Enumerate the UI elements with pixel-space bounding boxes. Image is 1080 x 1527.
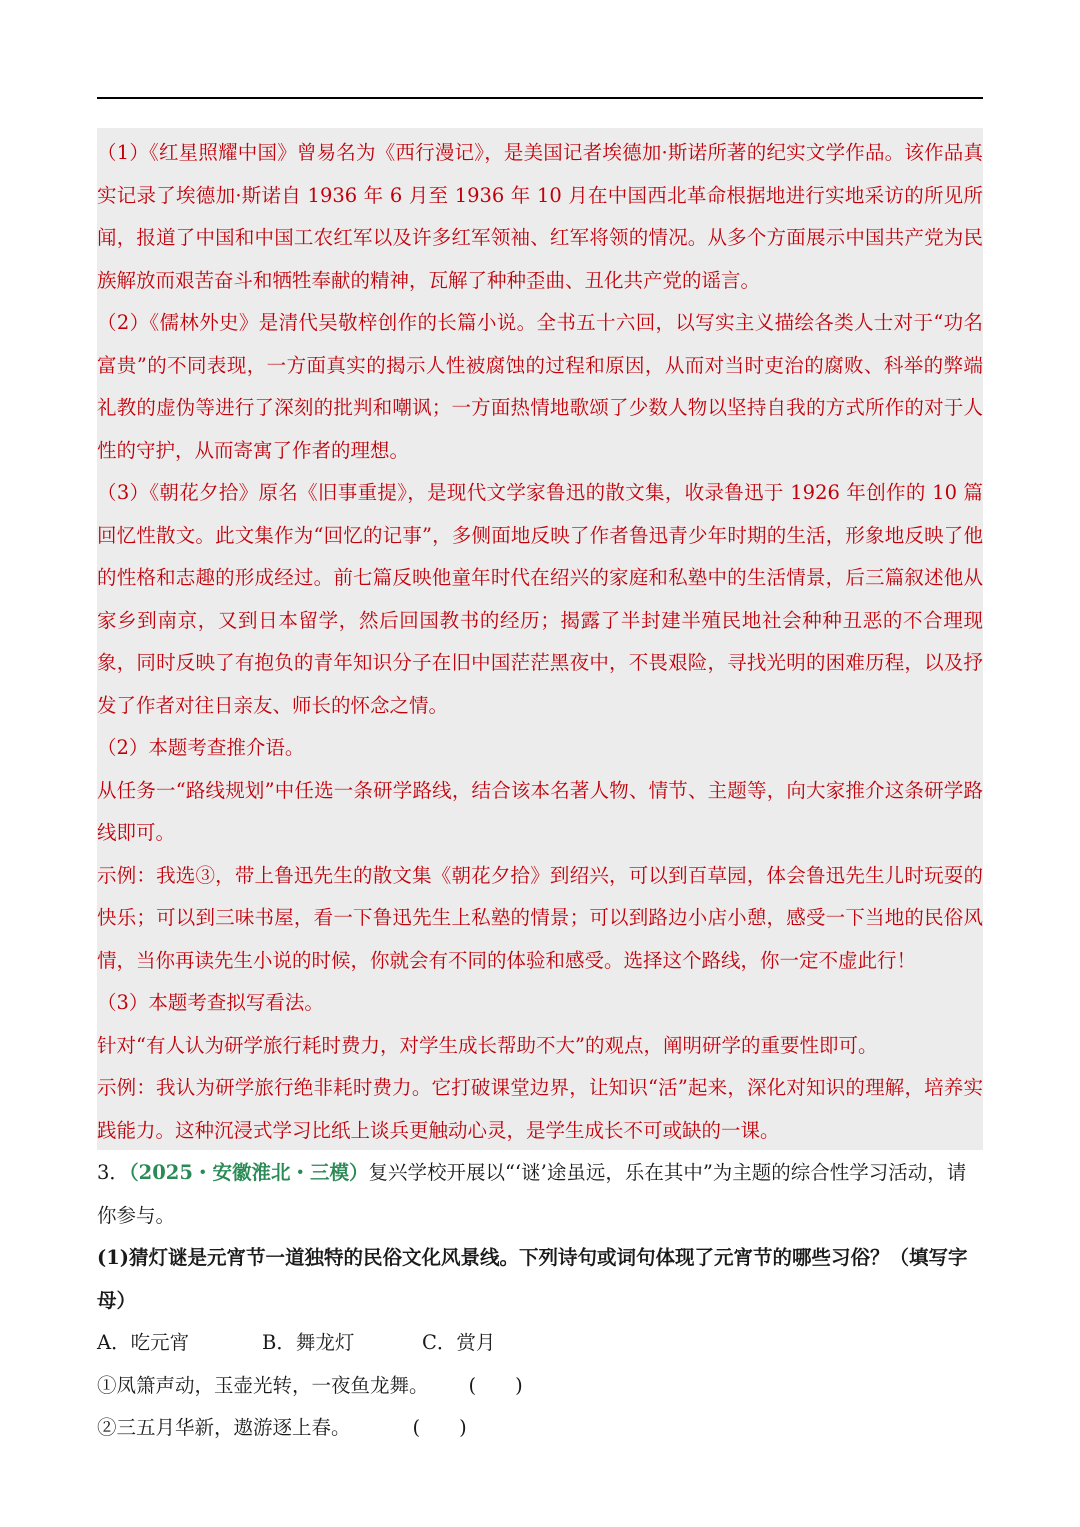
sub-question-1: (1)猜灯谜是元宵节一道独特的民俗文化风景线。下列诗句或词句体现了元宵节的哪些习俗？（填写字母） [97, 1246, 968, 1312]
option-a: A．吃元宵 [97, 1331, 190, 1354]
answer-part2-method: 从任务一“路线规划”中任选一条研学路线，结合该本名著人物、情节、主题等，向大家推介这条研学路线即可。 [97, 778, 983, 844]
option-b: B．舞龙灯 [262, 1331, 355, 1354]
answer-blank-2[interactable]: ( ) [412, 1416, 467, 1439]
question-stem: 复兴学校开展以“‘谜’途虽远，乐在其中”为主题的综合性学习活动，请你参与。 [97, 1161, 967, 1227]
question-number: 3． [97, 1161, 129, 1184]
answer-part2-heading: （2）本题考查推介语。 [97, 736, 305, 759]
poem-item-2-text: ②三五月华新，遨游逐上春。 [97, 1416, 351, 1439]
option-c: C．赏月 [422, 1331, 496, 1354]
answer-paragraph-zhaohua: （3）《朝花夕拾》原名《旧事重提》，是现代文学家鲁迅的散文集，收录鲁迅于 1926 年创作的 10 篇回忆性散文。此文集作为“回忆的记事”，多侧面地反映了作者鲁迅青少年时期的生活，形象地反映了他的性格和志趣的形成经过。前七篇反映他童年时代在绍兴的家庭和私塾中的生活情景，后三篇叙述他从家乡到南京，又到日本留学，然后回国教书的经历；揭露了半封建半殖民地社会种种丑恶的不合理现象，同时反映了有抱负的青年知识分子在旧中国茫茫黑夜中，不畏艰险，寻找光明的困难历程，以及抒发了作者对往日亲友、师长的怀念之情。 [97, 481, 983, 717]
question-3-block [97, 1152, 983, 1450]
answer-blank-1[interactable]: ( ) [468, 1373, 523, 1397]
answer-part3-method: 针对“有人认为研学旅行耗时费力，对学生成长帮助不大”的观点，阐明研学的重要性即可。 [97, 1033, 878, 1057]
poem-item-2 [97, 1407, 983, 1450]
poem-item-1 [97, 1365, 983, 1408]
answer-paragraph-hongxing: （1）《红星照耀中国》曾易名为《西行漫记》，是美国记者埃德加·斯诺所著的纪实文学作品。该作品真实记录了埃德加·斯诺自 1936 年 6 月至 1936 年 10 月在中国西北革命根据地进行实地采访的所见所闻，报道了中国和中国工农红军以及许多红军领袖、红军将领的情况。从多个方面展示中国共产党为民族解放而艰苦奋斗和牺牲奉献的精神，瓦解了种种歪曲、丑化共产党的谣言。 [97, 141, 983, 292]
header-rule [97, 97, 983, 99]
question-stem-line [97, 1152, 983, 1237]
answer-paragraph-rulin: （2）《儒林外史》是清代吴敬梓创作的长篇小说。全书五十六回，以写实主义描绘各类人士对于“功名富贵”的不同表现，一方面真实的揭示人性被腐蚀的过程和原因，从而对当时吏治的腐败、科举的弊端礼教的虚伪等进行了深刻的批判和嘲讽；一方面热情地歌颂了少数人物以坚持自我的方式所作的对于人性的守护，从而寄寓了作者的理想。 [97, 311, 983, 462]
answer-part2-example: 示例：我选③，带上鲁迅先生的散文集《朝花夕拾》到绍兴，可以到百草园，体会鲁迅先生儿时玩耍的快乐；可以到三味书屋，看一下鲁迅先生上私塾的情景；可以到路边小店小憩，感受一下当地的民俗风情，当你再读先生小说的时候，你就会有不同的体验和感受。选择这个路线，你一定不虚此行！ [97, 863, 983, 972]
poem-item-1-text: ①凤箫声动，玉壶光转，一夜鱼龙舞。 [97, 1373, 429, 1397]
question-source-tag: （2025・安徽淮北・三模） [128, 1161, 369, 1184]
answer-part3-example: 示例：我认为研学旅行绝非耗时费力。它打破课堂边界，让知识“活”起来，深化对知识的理解，培养实践能力。这种沉浸式学习比纸上谈兵更触动心灵，是学生成长不可或缺的一课。 [97, 1076, 983, 1142]
option-list [97, 1322, 983, 1365]
answer-analysis-block [97, 128, 983, 1150]
answer-part3-heading: （3）本题考查拟写看法。 [97, 991, 324, 1014]
